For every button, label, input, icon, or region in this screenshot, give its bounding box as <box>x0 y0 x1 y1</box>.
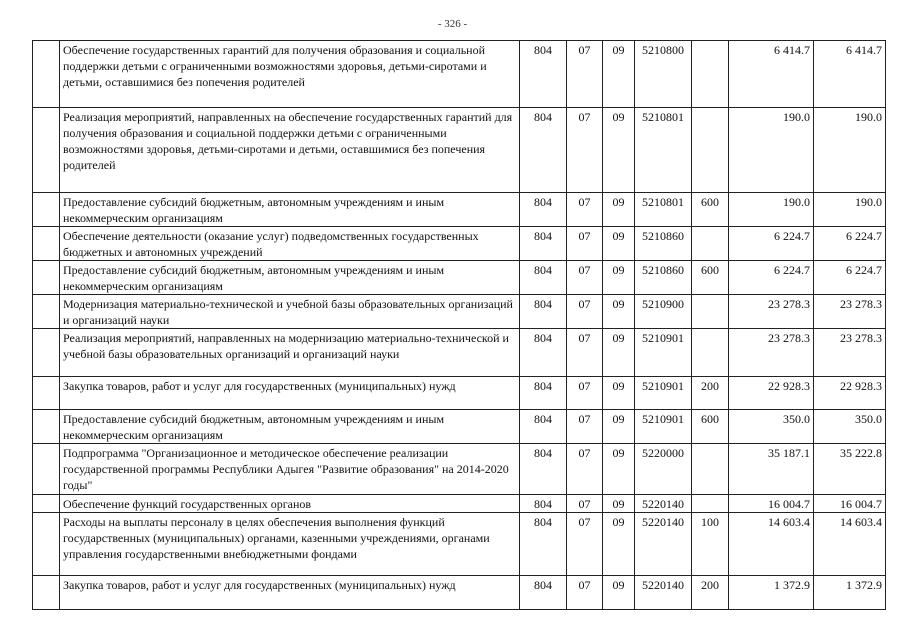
section-code: 07 <box>567 576 603 610</box>
target-article-code: 5220140 <box>635 495 692 513</box>
section-code: 07 <box>567 513 603 576</box>
row-number-cell <box>33 108 60 193</box>
subsection-code: 09 <box>603 377 635 410</box>
table-row <box>33 329 886 377</box>
expense-type-code: 600 <box>692 193 729 227</box>
row-name: Закупка товаров, работ и услуг для государственных (муниципальных) нужд <box>60 377 520 410</box>
page-number: - 326 - <box>437 18 468 30</box>
amount-second: 1 372.9 <box>814 576 886 610</box>
row-number-cell <box>33 444 60 495</box>
row-name: Предоставление субсидий бюджетным, автономным учреждениям и иным некоммерческим организациям <box>60 193 520 227</box>
target-article-code: 5220000 <box>635 444 692 495</box>
amount-first: 23 278.3 <box>729 329 814 377</box>
amount-second: 22 928.3 <box>814 377 886 410</box>
amount-second: 16 004.7 <box>814 495 886 513</box>
subsection-code: 09 <box>603 444 635 495</box>
row-number-cell <box>33 329 60 377</box>
row-name: Закупка товаров, работ и услуг для государственных (муниципальных) нужд <box>60 576 520 610</box>
expense-type-code: 200 <box>692 377 729 410</box>
target-article-code: 5210901 <box>635 410 692 444</box>
row-name: Предоставление субсидий бюджетным, автономным учреждениям и иным некоммерческим организациям <box>60 261 520 295</box>
subsection-code: 09 <box>603 227 635 261</box>
amount-second: 14 603.4 <box>814 513 886 576</box>
amount-first: 14 603.4 <box>729 513 814 576</box>
amount-first: 190.0 <box>729 193 814 227</box>
section-code: 07 <box>567 261 603 295</box>
row-number-cell <box>33 410 60 444</box>
subsection-code: 09 <box>603 410 635 444</box>
expense-type-code <box>692 329 729 377</box>
row-name: Расходы на выплаты персоналу в целях обеспечения выполнения функций государственных (муниципальных) органами, казенными учреждениями, органами управления государственными внебюджетными фондами <box>60 513 520 576</box>
amount-first: 22 928.3 <box>729 377 814 410</box>
target-article-code: 5220140 <box>635 513 692 576</box>
amount-first: 350.0 <box>729 410 814 444</box>
subsection-code: 09 <box>603 108 635 193</box>
section-code: 07 <box>567 329 603 377</box>
table-row <box>33 261 886 295</box>
subsection-code: 09 <box>603 513 635 576</box>
row-number-cell <box>33 227 60 261</box>
target-article-code: 5210800 <box>635 41 692 108</box>
ministry-code: 804 <box>520 576 567 610</box>
section-code: 07 <box>567 295 603 329</box>
ministry-code: 804 <box>520 193 567 227</box>
target-article-code: 5210901 <box>635 329 692 377</box>
expense-type-code <box>692 41 729 108</box>
table-row <box>33 377 886 410</box>
ministry-code: 804 <box>520 410 567 444</box>
row-name: Подпрограмма "Организационное и методическое обеспечение реализации государственной программы Республики Адыгея "Развитие образования" на 2014-2020 годы" <box>60 444 520 495</box>
expense-type-code <box>692 295 729 329</box>
amount-first: 6 224.7 <box>729 261 814 295</box>
row-number-cell <box>33 295 60 329</box>
amount-first: 23 278.3 <box>729 295 814 329</box>
budget-table-body <box>33 41 886 610</box>
ministry-code: 804 <box>520 227 567 261</box>
expense-type-code: 100 <box>692 513 729 576</box>
table-row <box>33 410 886 444</box>
table-row <box>33 227 886 261</box>
budget-table <box>32 40 886 610</box>
amount-first: 6 414.7 <box>729 41 814 108</box>
target-article-code: 5210901 <box>635 377 692 410</box>
table-row <box>33 193 886 227</box>
subsection-code: 09 <box>603 576 635 610</box>
ministry-code: 804 <box>520 377 567 410</box>
expense-type-code <box>692 495 729 513</box>
row-name: Реализация мероприятий, направленных на модернизацию материально-технической и учебной базы образовательных организаций и организаций науки <box>60 329 520 377</box>
target-article-code: 5210860 <box>635 227 692 261</box>
table-row <box>33 444 886 495</box>
table-row <box>33 576 886 610</box>
target-article-code: 5210860 <box>635 261 692 295</box>
target-article-code: 5210900 <box>635 295 692 329</box>
row-number-cell <box>33 261 60 295</box>
amount-second: 190.0 <box>814 193 886 227</box>
row-number-cell <box>33 41 60 108</box>
subsection-code: 09 <box>603 295 635 329</box>
row-name: Реализация мероприятий, направленных на обеспечение государственных гарантий для получения образования и социальной поддержки детьми с ограниченными возможностями здоровья, детьми-сиротами и детьми, оставшимися без попечения родителей <box>60 108 520 193</box>
section-code: 07 <box>567 410 603 444</box>
section-code: 07 <box>567 495 603 513</box>
section-code: 07 <box>567 41 603 108</box>
ministry-code: 804 <box>520 41 567 108</box>
target-article-code: 5210801 <box>635 193 692 227</box>
row-name: Модернизация материально-технической и учебной базы образовательных организаций и организаций науки <box>60 295 520 329</box>
table-row <box>33 41 886 108</box>
section-code: 07 <box>567 444 603 495</box>
row-number-cell <box>33 576 60 610</box>
ministry-code: 804 <box>520 495 567 513</box>
row-name: Обеспечение функций государственных органов <box>60 495 520 513</box>
row-number-cell <box>33 495 60 513</box>
ministry-code: 804 <box>520 444 567 495</box>
expense-type-code <box>692 108 729 193</box>
ministry-code: 804 <box>520 513 567 576</box>
row-number-cell <box>33 193 60 227</box>
subsection-code: 09 <box>603 261 635 295</box>
row-name: Обеспечение деятельности (оказание услуг) подведомственных государственных бюджетных и автономных учреждений <box>60 227 520 261</box>
subsection-code: 09 <box>603 193 635 227</box>
amount-second: 350.0 <box>814 410 886 444</box>
amount-second: 6 224.7 <box>814 227 886 261</box>
amount-second: 23 278.3 <box>814 295 886 329</box>
amount-first: 190.0 <box>729 108 814 193</box>
section-code: 07 <box>567 108 603 193</box>
expense-type-code <box>692 444 729 495</box>
subsection-code: 09 <box>603 329 635 377</box>
ministry-code: 804 <box>520 108 567 193</box>
target-article-code: 5210801 <box>635 108 692 193</box>
table-row <box>33 513 886 576</box>
amount-first: 35 187.1 <box>729 444 814 495</box>
row-name: Предоставление субсидий бюджетным, автономным учреждениям и иным некоммерческим организациям <box>60 410 520 444</box>
amount-second: 6 224.7 <box>814 261 886 295</box>
subsection-code: 09 <box>603 495 635 513</box>
section-code: 07 <box>567 227 603 261</box>
ministry-code: 804 <box>520 261 567 295</box>
amount-second: 6 414.7 <box>814 41 886 108</box>
amount-second: 190.0 <box>814 108 886 193</box>
table-row <box>33 108 886 193</box>
ministry-code: 804 <box>520 329 567 377</box>
subsection-code: 09 <box>603 41 635 108</box>
expense-type-code: 600 <box>692 261 729 295</box>
amount-first: 16 004.7 <box>729 495 814 513</box>
expense-type-code <box>692 227 729 261</box>
amount-second: 23 278.3 <box>814 329 886 377</box>
section-code: 07 <box>567 193 603 227</box>
expense-type-code: 200 <box>692 576 729 610</box>
amount-second: 35 222.8 <box>814 444 886 495</box>
target-article-code: 5220140 <box>635 576 692 610</box>
expense-type-code: 600 <box>692 410 729 444</box>
table-row <box>33 495 886 513</box>
section-code: 07 <box>567 377 603 410</box>
amount-first: 6 224.7 <box>729 227 814 261</box>
row-number-cell <box>33 513 60 576</box>
table-row <box>33 295 886 329</box>
ministry-code: 804 <box>520 295 567 329</box>
row-name: Обеспечение государственных гарантий для получения образования и социальной поддержки детьми с ограниченными возможностями здоровья, детьми-сиротами и детьми, оставшимися без попечения родителей <box>60 41 520 108</box>
row-number-cell <box>33 377 60 410</box>
amount-first: 1 372.9 <box>729 576 814 610</box>
